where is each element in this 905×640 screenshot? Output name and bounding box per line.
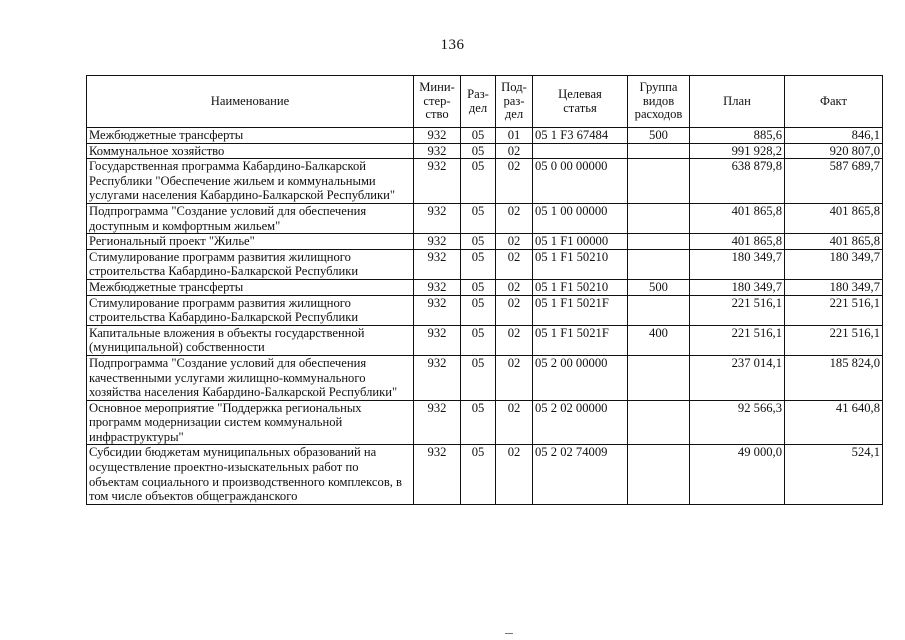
row-section: 05 — [461, 445, 496, 504]
row-fact: 180 349,7 — [785, 279, 883, 295]
row-fact: 221 516,1 — [785, 295, 883, 325]
row-target: 05 2 02 74009 — [533, 445, 628, 504]
row-ministry: 932 — [414, 400, 461, 445]
table-row — [87, 279, 883, 295]
header-name: Наименование — [87, 76, 414, 128]
row-plan: 638 879,8 — [690, 159, 785, 204]
row-plan: 180 349,7 — [690, 279, 785, 295]
row-section: 05 — [461, 143, 496, 159]
row-subsection: 02 — [496, 143, 533, 159]
row-group — [628, 445, 690, 504]
row-section: 05 — [461, 249, 496, 279]
table-row — [87, 143, 883, 159]
row-section: 05 — [461, 234, 496, 250]
header-fact: Факт — [785, 76, 883, 128]
row-subsection: 02 — [496, 249, 533, 279]
row-ministry: 932 — [414, 203, 461, 233]
row-subsection: 02 — [496, 355, 533, 400]
row-target: 05 1 F3 67484 — [533, 128, 628, 144]
row-ministry: 932 — [414, 143, 461, 159]
row-fact: 185 824,0 — [785, 355, 883, 400]
row-group — [628, 249, 690, 279]
table-row — [87, 355, 883, 400]
table-row — [87, 203, 883, 233]
row-plan: 885,6 — [690, 128, 785, 144]
row-name: Межбюджетные трансферты — [87, 128, 414, 144]
table-row — [87, 234, 883, 250]
table-row — [87, 159, 883, 204]
header-ministry: Мини- стер- ство — [414, 76, 461, 128]
row-subsection: 02 — [496, 159, 533, 204]
scan-artifact-mark — [505, 633, 513, 637]
row-name: Подпрограмма "Создание условий для обеспечения доступным и комфортным жильем" — [87, 203, 414, 233]
row-plan: 401 865,8 — [690, 234, 785, 250]
row-target: 05 0 00 00000 — [533, 159, 628, 204]
row-name: Основное мероприятие "Поддержка региональных программ модернизации систем коммунальной инфраструктуры" — [87, 400, 414, 445]
table-header-row — [87, 76, 883, 128]
row-plan: 221 516,1 — [690, 295, 785, 325]
row-subsection: 02 — [496, 295, 533, 325]
page-number: 136 — [440, 37, 465, 53]
row-group: 500 — [628, 279, 690, 295]
row-target: 05 1 F1 50210 — [533, 279, 628, 295]
row-name: Капитальные вложения в объекты государственной (муниципальной) собственности — [87, 325, 414, 355]
header-target: Целевая статья — [533, 76, 628, 128]
row-name: Межбюджетные трансферты — [87, 279, 414, 295]
row-fact: 846,1 — [785, 128, 883, 144]
row-name: Стимулирование программ развития жилищного строительства Кабардино-Балкарской Республики — [87, 249, 414, 279]
row-name: Региональный проект "Жилье" — [87, 234, 414, 250]
row-name: Подпрограмма "Создание условий для обеспечения качественными услугами жилищно-коммунального хозяйства населения Кабардино-Балкарской Республики" — [87, 355, 414, 400]
row-section: 05 — [461, 400, 496, 445]
row-section: 05 — [461, 325, 496, 355]
row-target: 05 1 F1 5021F — [533, 325, 628, 355]
row-fact: 920 807,0 — [785, 143, 883, 159]
row-fact: 41 640,8 — [785, 400, 883, 445]
row-fact: 401 865,8 — [785, 234, 883, 250]
table-row — [87, 400, 883, 445]
row-ministry: 932 — [414, 445, 461, 504]
row-section: 05 — [461, 279, 496, 295]
row-section: 05 — [461, 355, 496, 400]
row-target — [533, 143, 628, 159]
row-target: 05 1 F1 00000 — [533, 234, 628, 250]
table-row — [87, 295, 883, 325]
row-name: Коммунальное хозяйство — [87, 143, 414, 159]
row-group — [628, 400, 690, 445]
row-name: Государственная программа Кабардино-Балкарской Республики "Обеспечение жильем и коммунальными услугами населения Кабардино-Балкарской Республики" — [87, 159, 414, 204]
row-group: 400 — [628, 325, 690, 355]
row-name: Субсидии бюджетам муниципальных образований на осуществление проектно-изыскательных работ по объектам социального и производственного комплексов, в том числе объектов общегражданского — [87, 445, 414, 504]
row-ministry: 932 — [414, 234, 461, 250]
row-fact: 221 516,1 — [785, 325, 883, 355]
row-subsection: 02 — [496, 234, 533, 250]
row-section: 05 — [461, 203, 496, 233]
row-plan: 221 516,1 — [690, 325, 785, 355]
row-fact: 587 689,7 — [785, 159, 883, 204]
row-subsection: 02 — [496, 445, 533, 504]
row-group — [628, 295, 690, 325]
row-group — [628, 234, 690, 250]
row-target: 05 2 02 00000 — [533, 400, 628, 445]
row-target: 05 1 F1 50210 — [533, 249, 628, 279]
row-plan: 991 928,2 — [690, 143, 785, 159]
row-section: 05 — [461, 159, 496, 204]
row-ministry: 932 — [414, 325, 461, 355]
header-subsection: Под- раз- дел — [496, 76, 533, 128]
row-ministry: 932 — [414, 279, 461, 295]
row-target: 05 1 F1 5021F — [533, 295, 628, 325]
row-ministry: 932 — [414, 159, 461, 204]
row-group — [628, 143, 690, 159]
row-plan: 401 865,8 — [690, 203, 785, 233]
table-row — [87, 128, 883, 144]
row-group — [628, 203, 690, 233]
header-section: Раз- дел — [461, 76, 496, 128]
row-fact: 180 349,7 — [785, 249, 883, 279]
row-subsection: 02 — [496, 279, 533, 295]
row-plan: 49 000,0 — [690, 445, 785, 504]
table-row — [87, 445, 883, 504]
budget-table — [86, 75, 883, 505]
table-row — [87, 249, 883, 279]
row-ministry: 932 — [414, 295, 461, 325]
table-row — [87, 325, 883, 355]
row-subsection: 02 — [496, 400, 533, 445]
row-ministry: 932 — [414, 128, 461, 144]
row-group — [628, 355, 690, 400]
row-target: 05 2 00 00000 — [533, 355, 628, 400]
row-subsection: 02 — [496, 203, 533, 233]
row-plan: 92 566,3 — [690, 400, 785, 445]
row-ministry: 932 — [414, 249, 461, 279]
row-section: 05 — [461, 295, 496, 325]
row-fact: 401 865,8 — [785, 203, 883, 233]
row-group: 500 — [628, 128, 690, 144]
header-plan: План — [690, 76, 785, 128]
row-subsection: 02 — [496, 325, 533, 355]
row-fact: 524,1 — [785, 445, 883, 504]
row-ministry: 932 — [414, 355, 461, 400]
row-subsection: 01 — [496, 128, 533, 144]
row-plan: 237 014,1 — [690, 355, 785, 400]
row-group — [628, 159, 690, 204]
header-group: Группа видов расходов — [628, 76, 690, 128]
row-section: 05 — [461, 128, 496, 144]
row-name: Стимулирование программ развития жилищного строительства Кабардино-Балкарской Республики — [87, 295, 414, 325]
row-plan: 180 349,7 — [690, 249, 785, 279]
row-target: 05 1 00 00000 — [533, 203, 628, 233]
